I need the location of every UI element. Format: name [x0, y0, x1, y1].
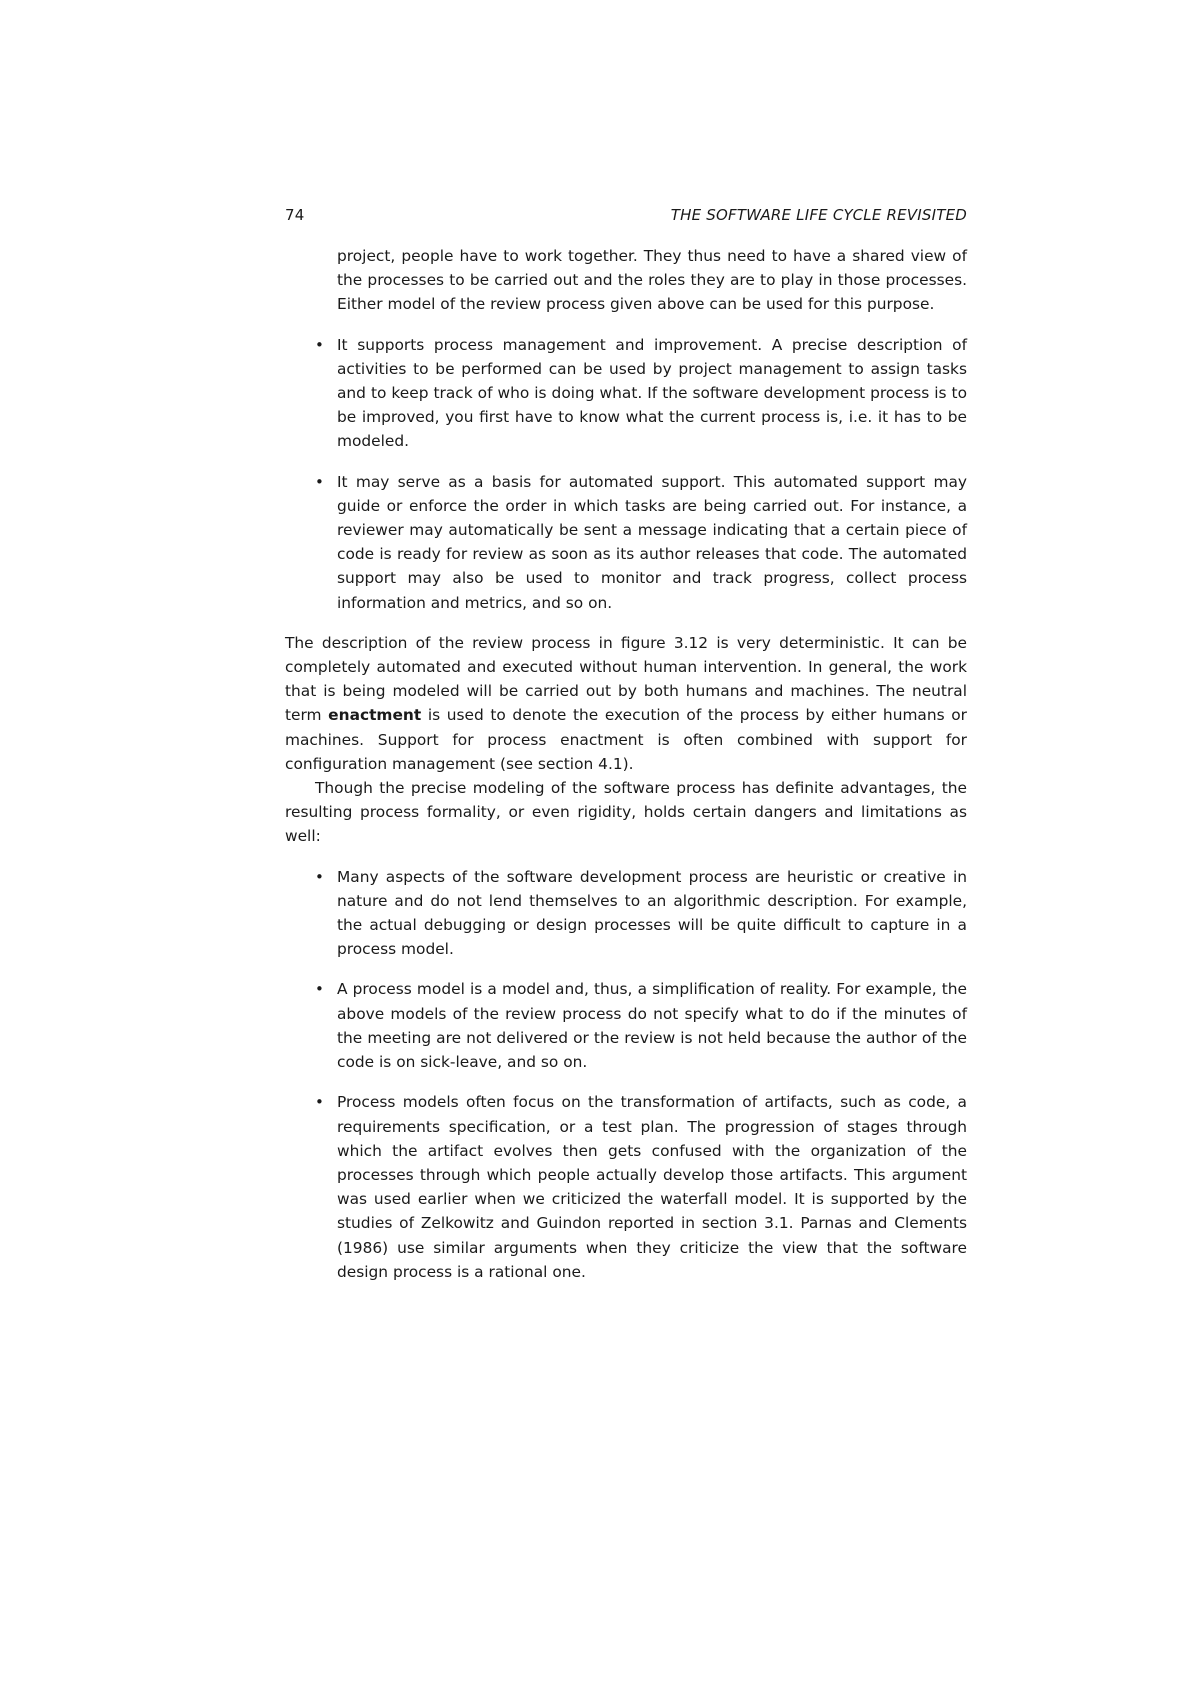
paragraph-text: is used to denote the execution of the process by either humans or machines. Support for process enactment is often combined with support for configuration management (see section 4.1).: [285, 706, 967, 773]
list-item: [315, 1090, 967, 1284]
bullet-list-limitations: [285, 865, 967, 1284]
list-item-text: It may serve as a basis for automated support. This automated support may guide or enforce the order in which tasks are being carried out. For instance, a reviewer may automatically be sent a message indicating that a certain piece of code is ready for review as soon as its author releases that code. The automated support may also be used to monitor and track progress, collect process information and metrics, and so on.: [337, 472, 967, 612]
list-item-text: A process model is a model and, thus, a simplification of reality. For example, the above models of the review process do not specify what to do if the minutes of the meeting are not delivered or the review is not held because the author of the code is on sick-leave, and so on.: [337, 980, 967, 1072]
bullet-icon: •: [315, 980, 324, 999]
paragraph-enactment: [285, 631, 967, 776]
paragraph-limitations: Though the precise modeling of the software process has definite advantages, the resulting process formality, or even rigidity, holds certain dangers and limitations as well:: [285, 779, 967, 846]
bullet-icon: •: [315, 472, 324, 491]
bullet-icon: •: [315, 867, 324, 886]
running-title: THE SOFTWARE LIFE CYCLE REVISITED: [670, 206, 967, 224]
bullet-icon: •: [315, 335, 324, 354]
list-item-continuation: project, people have to work together. They thus need to have a shared view of the processes to be carried out and the roles they are to play in those processes. Either model of the review process given above can be used for this purpose.: [337, 247, 967, 314]
list-item-text: It supports process management and improvement. A precise description of activities to be performed can be used by project management to assign tasks and to keep track of who is doing what. If the software development process is to be improved, you first have to know what the current process is, i.e. it has to be modeled.: [337, 335, 967, 451]
list-item: [315, 333, 967, 454]
list-item-text: Many aspects of the software development process are heuristic or creative in nature and do not lend themselves to an algorithmic description. For example, the actual debugging or design processes will be quite difficult to capture in a process model.: [337, 867, 967, 959]
body-text: [285, 244, 967, 1284]
running-head: [285, 206, 967, 230]
list-item: [315, 977, 967, 1074]
page-number: 74: [285, 206, 305, 224]
list-item-text: Process models often focus on the transformation of artifacts, such as code, a requirements specification, or a test plan. The progression of stages through which the artifact evolves then gets confused with the organization of the processes through which people actually develop those artifacts. This argument was used earlier when we criticized the waterfall model. It is supported by the studies of Zelkowitz and Guindon reported in section 3.1. Parnas and Clements (1986) use similar arguments when they criticize the view that the software design process is a rational one.: [337, 1093, 967, 1281]
list-item: [315, 470, 967, 615]
emphasized-term: enactment: [328, 706, 422, 725]
list-item: [315, 865, 967, 962]
bullet-list-uses: [285, 333, 967, 615]
paragraph-text: The description of the review process in figure 3.12 is very deterministic. It can be completely automated and executed without human intervention. In general, the work that is being modeled will be carried out by both humans and machines. The neutral term: [285, 633, 967, 725]
bullet-icon: •: [315, 1093, 324, 1112]
